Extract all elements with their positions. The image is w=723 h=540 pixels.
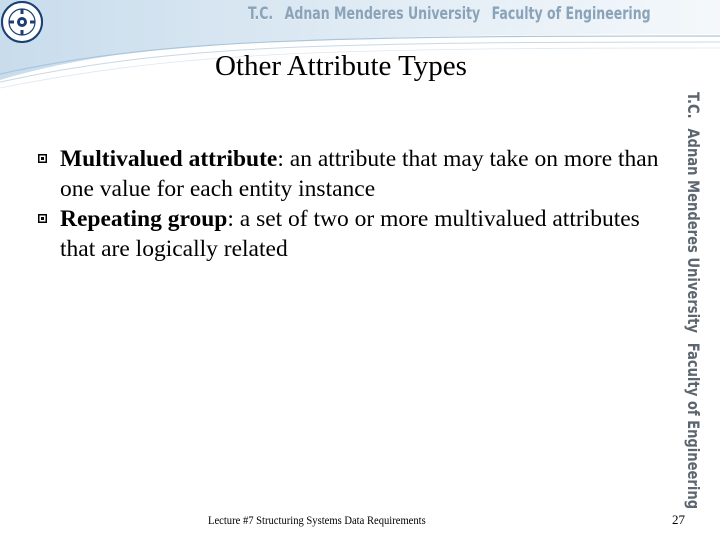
bullet-item [38, 144, 678, 204]
bullet-term: Multivalued attribute [60, 146, 278, 172]
header-org-prefix: T.C. [248, 4, 274, 24]
bullet-text: : an attribute that may take on more than one value for each entity instance [60, 146, 659, 202]
page-number: 27 [672, 512, 685, 527]
side-institution-banner [684, 92, 723, 512]
side-university-name: Adnan Menderes University [684, 128, 703, 333]
header-university-name: Adnan Menderes University [284, 4, 481, 24]
side-org-prefix: T.C. [684, 92, 703, 119]
side-faculty-name: Faculty of Engineering [684, 342, 703, 510]
bullet-term: Repeating group [60, 206, 228, 232]
slide-title: Other Attribute Types [215, 50, 467, 82]
footer-text: Lecture #7 Structuring Systems Data Requirements [208, 515, 426, 527]
square-bullet-icon [38, 214, 47, 223]
square-bullet-icon [38, 154, 47, 163]
bullet-list [38, 144, 678, 264]
faculty-logo-icon [0, 0, 44, 44]
header-institution-title [248, 4, 651, 30]
bullet-item [38, 204, 678, 264]
bullet-text: : a set of two or more multivalued attributes that are logically related [60, 206, 640, 262]
header-faculty-name: Faculty of Engineering [491, 4, 651, 24]
